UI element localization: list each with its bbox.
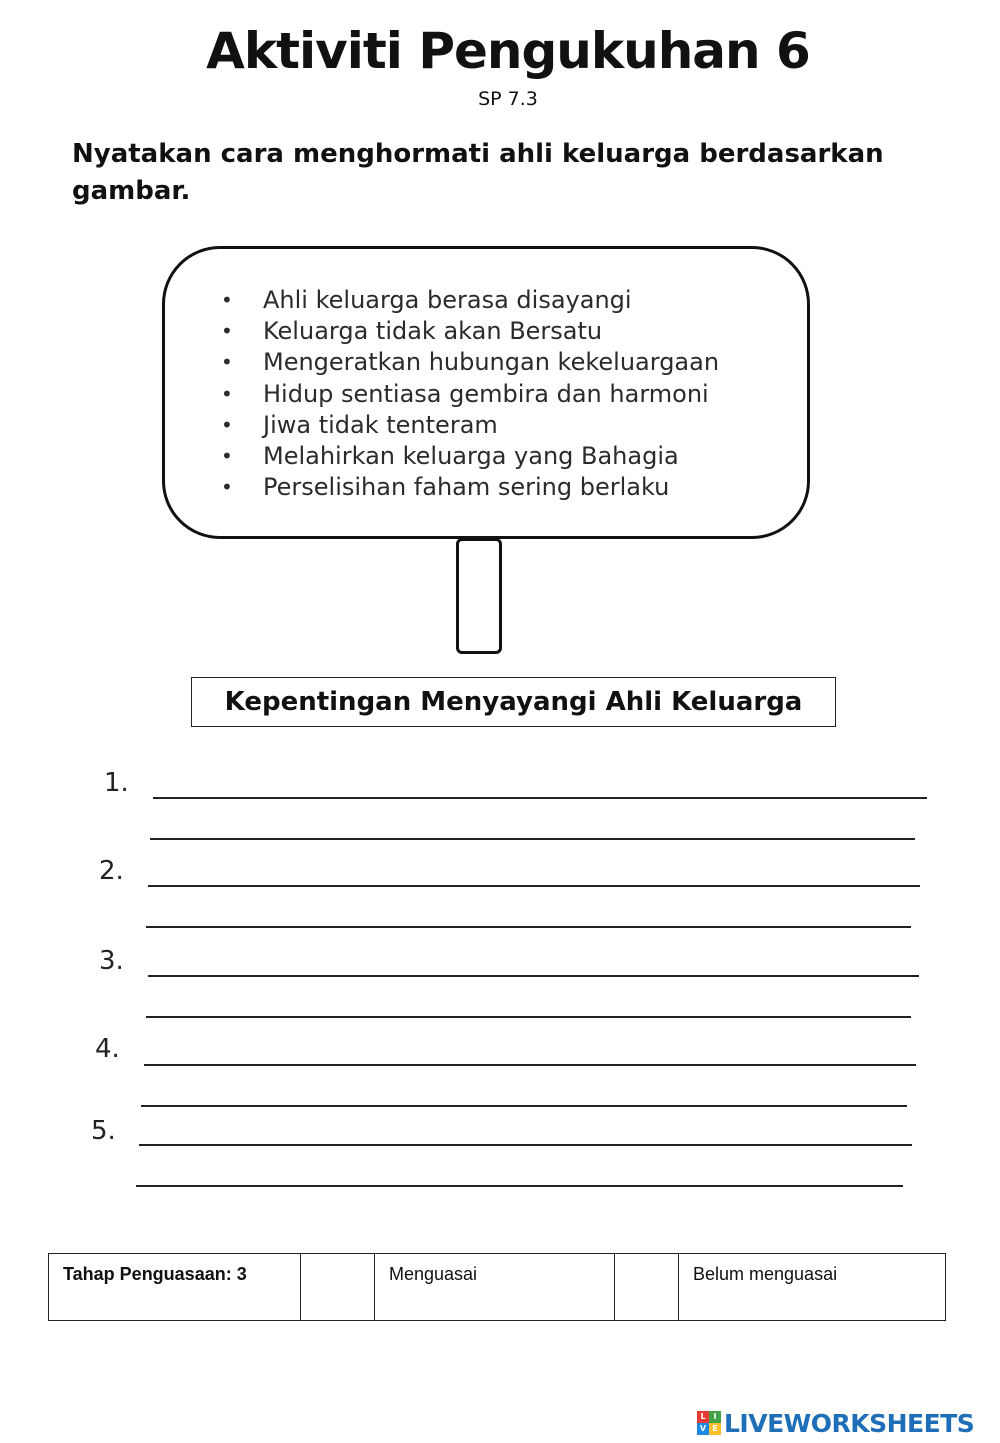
bullet-icon: • xyxy=(221,319,233,344)
answer-number: 1. xyxy=(104,768,129,798)
sign-board xyxy=(162,246,810,539)
brand-cube-tile: L xyxy=(697,1411,709,1423)
bullet-icon: • xyxy=(221,381,233,406)
instruction-text: Nyatakan cara menghormati ahli keluarga berdasarkan gambar. xyxy=(72,139,884,206)
answer-number: 5. xyxy=(91,1116,116,1146)
answer-line-5a[interactable] xyxy=(139,1144,912,1146)
sign-item-text: Melahirkan keluarga yang Bahagia xyxy=(263,441,679,470)
answer-line-5b[interactable] xyxy=(136,1185,903,1187)
bullet-icon: • xyxy=(221,443,233,468)
sign-item[interactable] xyxy=(221,441,719,472)
mastery-level-label: Tahap Penguasaan: 3 xyxy=(49,1254,301,1321)
brand-logo xyxy=(697,1406,974,1440)
sign-item[interactable] xyxy=(221,347,720,378)
bullet-icon: • xyxy=(221,288,233,312)
answer-number: 3. xyxy=(99,946,124,976)
answer-line-2a[interactable] xyxy=(148,885,920,887)
bullet-icon: • xyxy=(221,412,233,437)
sign-item[interactable] xyxy=(221,285,719,316)
brand-name: LIVEWORKSHEETS xyxy=(724,1408,975,1438)
brand-cube-tile: V xyxy=(697,1423,709,1435)
sign-item-list xyxy=(221,285,720,503)
answer-heading: Kepentingan Menyayangi Ahli Keluarga xyxy=(191,677,836,727)
answer-line-3a[interactable] xyxy=(148,975,919,977)
mastery-table xyxy=(48,1253,946,1321)
bullet-icon: • xyxy=(221,350,233,375)
sign-item-text: Hidup sentiasa gembira dan harmoni xyxy=(263,379,709,408)
sign-item-text: Jiwa tidak tenteram xyxy=(263,410,498,439)
sign-item-text: Ahli keluarga berasa disayangi xyxy=(263,286,632,314)
answer-line-2b[interactable] xyxy=(146,926,911,928)
mastery-option-2: Belum menguasai xyxy=(679,1254,946,1321)
mastery-checkbox-2[interactable] xyxy=(615,1254,679,1321)
page-title: Aktiviti Pengukuhan 6 xyxy=(206,22,810,80)
sign-item[interactable] xyxy=(221,472,719,503)
mastery-option-1: Menguasai xyxy=(375,1254,615,1321)
answer-number: 2. xyxy=(99,856,124,886)
sign-item-text: Keluarga tidak akan Bersatu xyxy=(263,317,603,346)
sign-item-text: Mengeratkan hubungan kekeluargaan xyxy=(263,348,720,377)
mastery-row xyxy=(49,1254,946,1321)
answer-line-1b[interactable] xyxy=(150,838,915,840)
brand-cube-tile: E xyxy=(709,1423,721,1435)
answer-line-4b[interactable] xyxy=(141,1105,907,1107)
sign-item[interactable] xyxy=(221,316,719,347)
answer-number: 4. xyxy=(95,1034,120,1064)
brand-cube-tile: I xyxy=(709,1411,721,1423)
brand-cube-icon xyxy=(697,1411,721,1435)
page-subtitle: SP 7.3 xyxy=(478,88,538,110)
sign-item[interactable] xyxy=(221,410,719,441)
sign-item-text: Perselisihan faham sering berlaku xyxy=(263,473,670,502)
answer-line-3b[interactable] xyxy=(146,1016,911,1018)
bullet-icon: • xyxy=(221,475,233,500)
answer-line-1a[interactable] xyxy=(153,797,927,799)
sign-item[interactable] xyxy=(221,379,719,410)
mastery-checkbox-1[interactable] xyxy=(301,1254,375,1321)
answer-line-4a[interactable] xyxy=(144,1064,916,1066)
sign-post xyxy=(456,538,502,654)
